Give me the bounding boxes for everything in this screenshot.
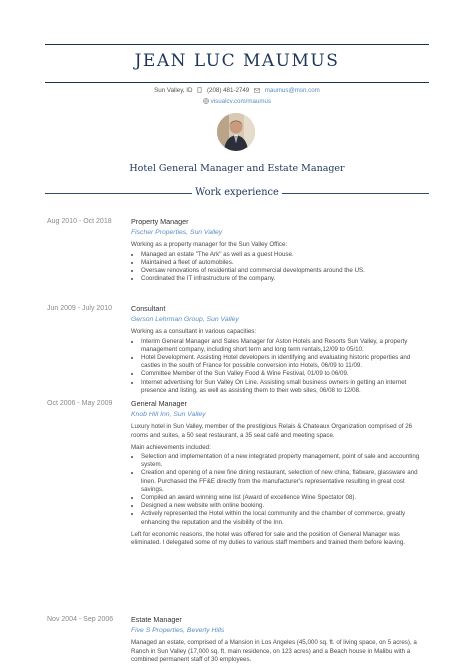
job-bullet: • Oversaw renovations of residential and commercial developments around the US. xyxy=(141,267,425,275)
job-title: General Manager xyxy=(131,399,187,408)
company-link[interactable]: Five S Properties, Beverly Hills xyxy=(131,627,225,635)
job-bullet: • Designed a new website with online booking. xyxy=(141,502,425,510)
website-row xyxy=(0,98,474,105)
candidate-name: JEAN LUC MAUMUS xyxy=(134,51,340,71)
job-title: Estate Manager xyxy=(131,615,182,624)
job-bullet: • Creation and opening of a new fine dining restaurant, selection of new china, flatware, glassware and linen. Purchased the FF&E directly from the manufacturer's representative resulting in great cost savings. xyxy=(141,469,425,494)
job-dates: Nov 2004 - Sep 2006 xyxy=(47,616,114,623)
company-link[interactable]: Fischer Properties, Sun Valley xyxy=(131,229,223,237)
job-bullet: • Compiled an award winning wine list (Award of excellence Wine Spectator 08). xyxy=(141,494,425,502)
job-content xyxy=(131,400,425,548)
job-description: Main achievements included: xyxy=(131,443,211,451)
job-bullet-list xyxy=(131,251,425,284)
job-bullet: • Selection and implementation of a new integrated property management, point of sale and accounting system. xyxy=(141,453,425,469)
job-dates: Jun 2009 - July 2010 xyxy=(47,305,112,312)
job-bullet: • Internet advertising for Sun Valley On Line. Assisting small business owners in getting an internet presence and listing, as well as assisting them to their web sites, 06/08 to 12/08. xyxy=(141,379,425,395)
job-title: Consultant xyxy=(131,304,166,313)
job-title: Property Manager xyxy=(131,217,189,226)
website-link[interactable]: visualcv.com/maumus xyxy=(210,98,272,105)
job-bullet: • Committee Member of the Sun Valley Food & Wine Festival, 01/09 to 06/09. xyxy=(141,370,425,378)
professional-headline: Hotel General Manager and Estate Manager xyxy=(129,163,345,174)
section-divider-right xyxy=(282,193,429,194)
job-content xyxy=(131,305,425,395)
profile-photo xyxy=(217,113,255,151)
company-link[interactable]: Knob Hill Inn, Sun Valley xyxy=(131,411,206,419)
job-content xyxy=(131,616,425,665)
section-title-work-experience: Work experience xyxy=(195,187,279,198)
job-description: Working as a consultant in various capacities: xyxy=(131,328,257,336)
job-note: Left for economic reasons, the hotel was offered for sale and the position of General Manager was eliminated. I delegated some of my duties to various staff members and trained them before leaving. xyxy=(131,530,406,547)
contact-line xyxy=(0,87,474,94)
job-bullet: • Interim General Manager and Sales Manager for Aston Hotels and Resorts Sun Valley, a property management company, including short term and long term rentals,12/09 to 05/10. xyxy=(141,338,425,354)
email-icon xyxy=(254,87,262,94)
globe-icon xyxy=(203,98,211,105)
job-bullet: • Hotel Development. Assisting Hotel developers in identifying and evaluating historic properties and castles in the south of France for possible conversion into Hotels, 06/09 to 11/09. xyxy=(141,354,425,370)
header-bottom-rule xyxy=(45,82,429,83)
phone-icon xyxy=(197,87,204,94)
header-top-rule xyxy=(45,44,429,45)
location-text: Sun Valley, ID xyxy=(154,87,193,94)
job-bullet: • Maintained a fleet of automobiles. xyxy=(141,259,425,267)
job-bullet-list xyxy=(131,453,425,527)
job-content xyxy=(131,218,425,283)
job-dates: Aug 2010 - Oct 2018 xyxy=(47,218,112,225)
job-bullet-list xyxy=(131,338,425,395)
company-link[interactable]: Gerson Lehrman Group, Sun Valley xyxy=(131,316,239,324)
job-description: Managed an estate, comprised of a Mansion in Los Angeles (45,000 sq. ft. of living space, on 5 acres), a Ranch in Sun Valley (17,000 sq. ft. main residence, on 123 acres) and a Beach house in Malibu with a combined permanent staff of 30 employees. xyxy=(131,639,417,663)
phone-text: (208) 481-2749 xyxy=(206,87,250,94)
job-bullet: • Actively represented the Hotel within the local community and the chamber of commerce, greatly enhancing the reputation and the visibility of the Inn. xyxy=(141,510,425,526)
job-description: Working as a property manager for the Sun Valley Office: xyxy=(131,241,288,249)
email-link[interactable]: maumus@msn.com xyxy=(264,87,320,94)
job-bullet: • Managed an estate "The Ark" as well as a guest House. xyxy=(141,251,425,259)
job-dates: Oct 2006 - May 2009 xyxy=(47,400,113,407)
job-bullet: • Coordinated the IT infrastructure of the company. xyxy=(141,275,425,283)
job-description: Luxury hotel in Sun Valley, member of the prestigious Relais & Chateaux Organization comprised of 26 rooms and suites, a 50 seat restaurant, a 35 seat café and meeting space. xyxy=(131,423,413,439)
